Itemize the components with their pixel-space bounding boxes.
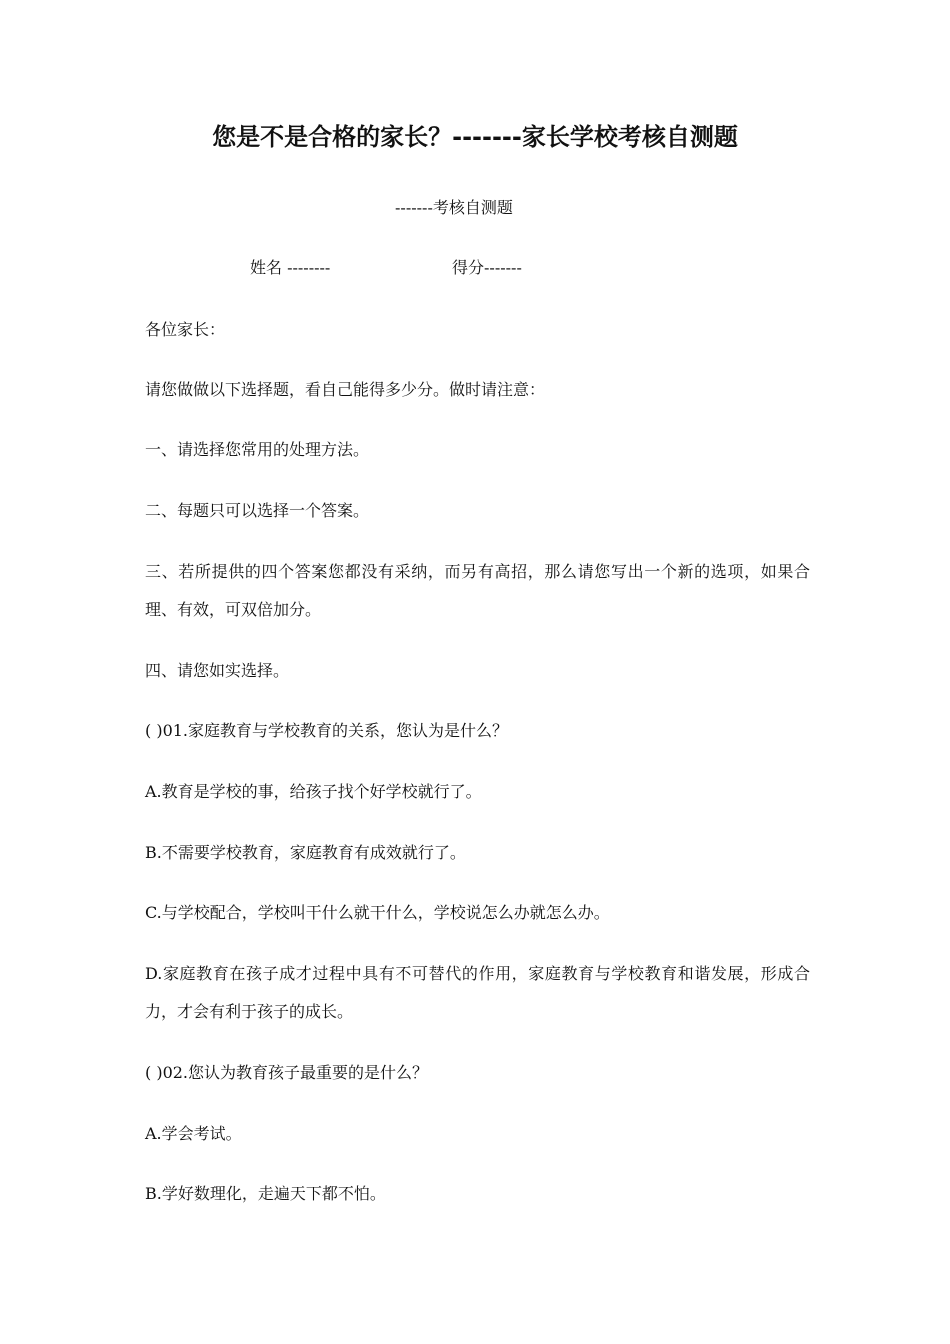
score-field-label: 得分------- — [452, 258, 522, 277]
question-option: B.学好数理化，走遍天下都不怕。 — [145, 1184, 386, 1203]
question-option: A.学会考试。 — [145, 1124, 242, 1143]
question-option: C.与学校配合，学校叫干什么就干什么，学校说怎么办就怎么办。 — [145, 903, 610, 922]
document-subtitle: -------考核自测题 — [395, 198, 513, 217]
name-field-label: 姓名 -------- — [250, 258, 331, 277]
question-stem: ( )01.家庭教育与学校教育的关系，您认为是什么？ — [145, 721, 509, 740]
rule-item: 二、每题只可以选择一个答案。 — [145, 501, 370, 520]
greeting-text: 各位家长： — [145, 320, 226, 339]
question-stem: ( )02.您认为教育孩子最重要的是什么？ — [145, 1063, 429, 1082]
question-option: D.家庭教育在孩子成才过程中具有不可替代的作用，家庭教育与学校教育和谐发展，形成合力，才会有利于孩子的成长。 — [145, 964, 810, 1021]
intro-text: 请您做做以下选择题，看自己能得多少分。做时请注意： — [145, 380, 546, 399]
question-option: B.不需要学校教育，家庭教育有成效就行了。 — [145, 843, 466, 862]
rule-item: 四、请您如实选择。 — [145, 661, 290, 680]
rule-item: 一、请选择您常用的处理方法。 — [145, 440, 370, 459]
question-option: A.教育是学校的事，给孩子找个好学校就行了。 — [145, 782, 482, 801]
document-title: 您是不是合格的家长？-------家长学校考核自测题 — [212, 123, 738, 151]
rule-item: 三、若所提供的四个答案您都没有采纳，而另有高招，那么请您写出一个新的选项，如果合理、有效，可双倍加分。 — [145, 562, 810, 619]
